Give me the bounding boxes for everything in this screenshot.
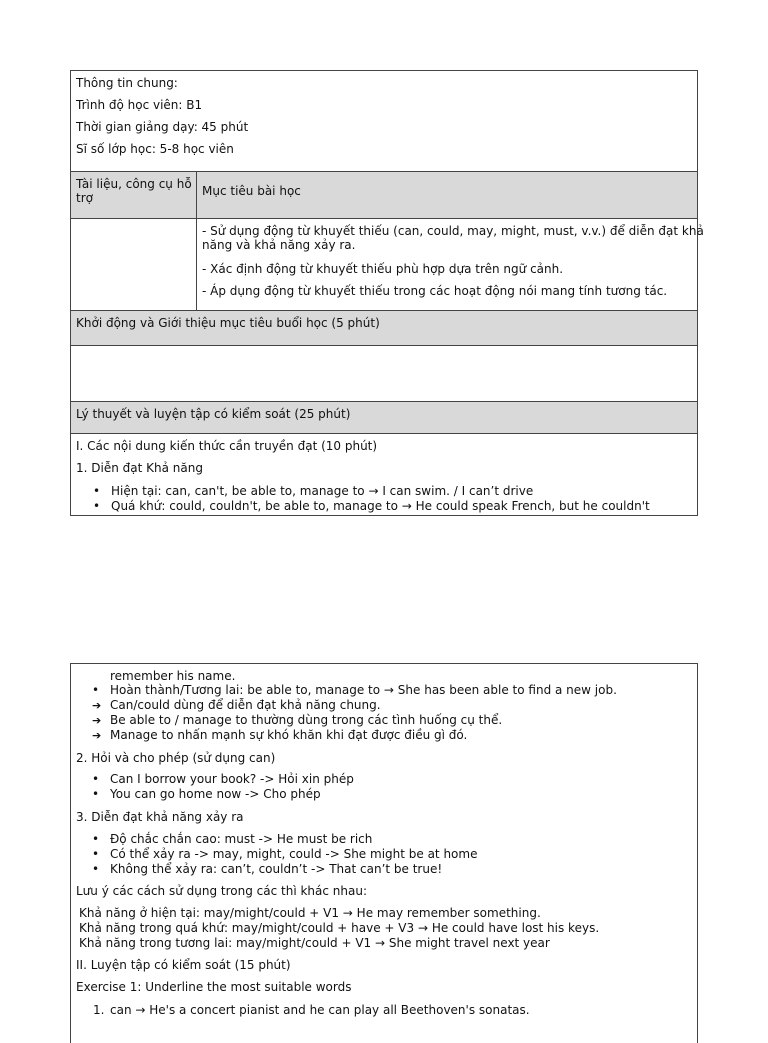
bullet-icon: •	[92, 683, 100, 697]
objective-1-line2: năng và khả năng xảy ra.	[202, 238, 356, 252]
general-info-title: Thông tin chung:	[76, 76, 178, 90]
list-item	[92, 713, 617, 728]
bullet-text: Có thể xảy ra -> may, might, could -> She might be at home	[110, 847, 478, 861]
list-item	[92, 832, 477, 847]
theory-content-row	[71, 433, 697, 517]
tense-past: Khả năng trong quá khứ: may/might/could + have + V3 → He could have lost his keys.	[79, 921, 600, 935]
bullet-icon: •	[92, 772, 100, 786]
bullet-text: Quá khứ: could, couldn't, be able to, manage to → He could speak French, but he couldn't	[111, 499, 650, 513]
column-divider	[196, 172, 197, 218]
column-divider	[196, 219, 197, 310]
materials-header-line2: trợ	[76, 191, 93, 205]
list-item	[92, 787, 354, 802]
bullet-text: Độ chắc chắn cao: must -> He must be rich	[110, 832, 373, 846]
arrow-right-icon: ➔	[92, 699, 102, 712]
column-header-row	[71, 171, 697, 218]
bullet-icon: •	[92, 847, 100, 861]
bullet-icon: •	[93, 484, 101, 498]
list-item	[92, 847, 478, 862]
list-item	[93, 499, 650, 514]
bullet-text: Hoàn thành/Tương lai: be able to, manage to → She has been able to find a new job.	[110, 683, 617, 697]
list-item	[92, 683, 617, 698]
bullet-icon: •	[93, 499, 101, 513]
bullet-text: Không thể xảy ra: can’t, couldn’t -> That can’t be true!	[110, 862, 443, 876]
list-item	[92, 728, 617, 743]
exercise-item-text: can → He's a concert pianist and he can play all Beethoven's sonatas.	[110, 1003, 530, 1017]
arrow-note: Can/could dùng để diễn đạt khả năng chung.	[110, 698, 381, 712]
tense-note: Lưu ý các cách sử dụng trong các thì khác nhau:	[76, 884, 367, 898]
lesson-plan-table-page1	[70, 70, 704, 516]
bullet-text: Hiện tại: can, can't, be able to, manage to → I can swim. / I can’t drive	[111, 484, 534, 498]
learner-level: Trình độ học viên: B1	[76, 98, 203, 112]
permission-bullet-list	[92, 772, 354, 802]
tense-future: Khả năng trong tương lai: may/might/could + V1 → She might travel next year	[79, 936, 550, 950]
bullet-icon: •	[92, 787, 100, 801]
lesson-plan-table-page2	[70, 663, 698, 1043]
arrow-note: Be able to / manage to thường dùng trong các tình huống cụ thể.	[110, 713, 503, 727]
ability-bullet-list	[93, 484, 650, 514]
materials-header-line1: Tài liệu, công cụ hỗ	[76, 177, 192, 191]
theory-header-row	[71, 401, 697, 433]
bullet-icon: •	[92, 832, 100, 846]
class-size: Sĩ số lớp học: 5-8 học viên	[76, 142, 234, 156]
section-1-heading: 1. Diễn đạt Khả năng	[76, 461, 203, 475]
objective-2: - Xác định động từ khuyết thiếu phù hợp dựa trên ngữ cảnh.	[202, 262, 564, 276]
exercise-1-heading: Exercise 1: Underline the most suitable words	[76, 980, 352, 994]
warmup-header-row	[71, 310, 697, 345]
bullet-icon: •	[92, 862, 100, 876]
bullet-text: You can go home now -> Cho phép	[110, 787, 321, 801]
section-3-heading: 3. Diễn đạt khả năng xảy ra	[76, 810, 244, 824]
list-item	[92, 862, 477, 877]
arrow-right-icon: ➔	[92, 714, 102, 727]
general-info-cell	[71, 71, 697, 171]
objectives-row	[71, 218, 704, 310]
bullet-text: Can I borrow your book? -> Hỏi xin phép	[110, 772, 354, 786]
list-item	[92, 772, 354, 787]
arrow-note: Manage to nhấn mạnh sự khó khăn khi đạt được điều gì đó.	[110, 728, 468, 742]
warmup-header: Khởi động và Giới thiệu mục tiêu buổi học (5 phút)	[76, 316, 380, 330]
teaching-time: Thời gian giảng dạy: 45 phút	[76, 120, 249, 134]
objectives-header: Mục tiêu bài học	[202, 184, 301, 198]
section-II-heading: II. Luyện tập có kiểm soát (15 phút)	[76, 958, 291, 972]
possibility-bullet-list	[92, 832, 478, 877]
continuation-text: remember his name.	[110, 669, 236, 683]
section-2-heading: 2. Hỏi và cho phép (sử dụng can)	[76, 751, 276, 765]
tense-present: Khả năng ở hiện tại: may/might/could + V1 → He may remember something.	[79, 906, 541, 920]
theory-header: Lý thuyết và luyện tập có kiểm soát (25 phút)	[76, 407, 351, 421]
list-item	[93, 484, 650, 499]
objective-1-line1: - Sử dụng động từ khuyết thiếu (can, could, may, might, must, v.v.) để diễn đạt khả	[202, 224, 704, 238]
ability-bullet-list-continued	[92, 683, 617, 743]
exercise-item-number: 1.	[93, 1003, 105, 1017]
arrow-right-icon: ➔	[92, 729, 102, 742]
list-item	[92, 698, 617, 713]
section-I-heading: I. Các nội dung kiến thức cần truyền đạt (10 phút)	[76, 439, 378, 453]
warmup-content-row	[71, 345, 697, 401]
objective-3: - Áp dụng động từ khuyết thiếu trong các hoạt động nói mang tính tương tác.	[202, 284, 668, 298]
